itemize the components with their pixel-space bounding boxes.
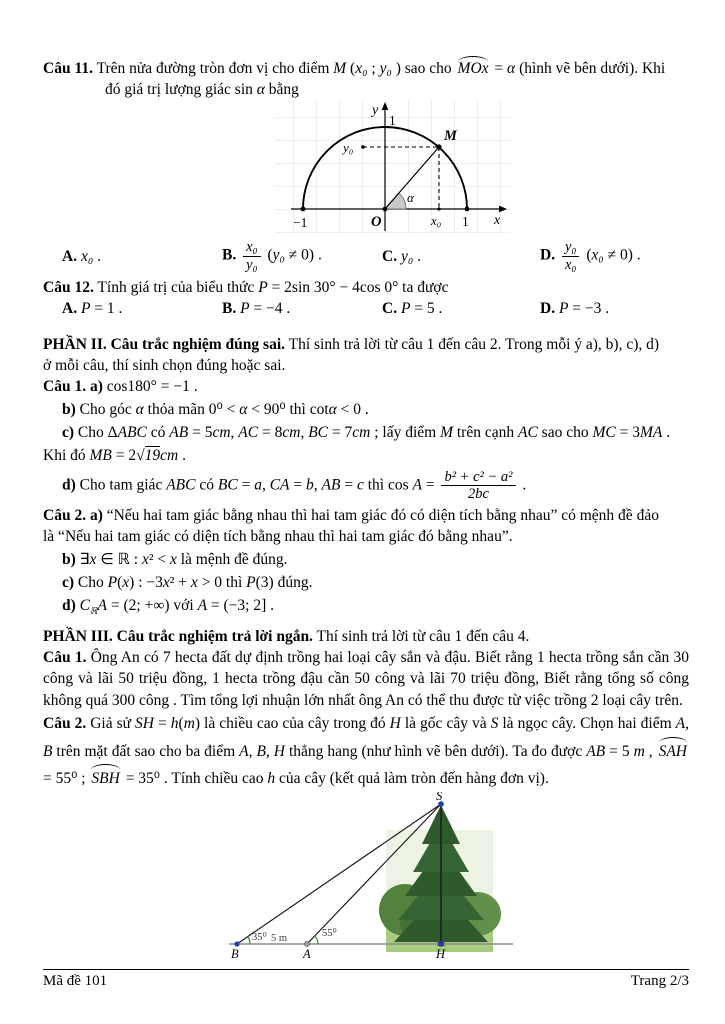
label-y-axis: y: [372, 103, 379, 118]
tick-y0: [361, 145, 365, 149]
page-footer: [43, 969, 689, 990]
p3-q1-paragraph: Câu 1. Ông An có 7 hecta đất dự định trồng hai loại cây sắn và đậu. Biết rằng 1 hecta trồng sắn cần 30 công và lãi 50 triệu đồng, 1 hecta trồng đậu cần 50 công và lãi 70 triệu đồng, Biết rằng tổng số công không quá 300 công . Tìm tổng lợi nhuận lớn nhất ông An có thể thu được từ việc trồng 2 loại cây trên.: [43, 648, 689, 709]
p2-q2-item-c: c) Cho P(x) : −3x² + x > 0 thì P(3) đúng.: [62, 574, 313, 592]
page-number: Trang 2/3: [630, 973, 689, 989]
label-h: H: [436, 946, 446, 961]
q11-option-d: D. $\frac{\text{y₀}}{\text{x₀}}$ (x₀ ≠ 0) .: [540, 239, 641, 273]
label-distance: 5 m: [271, 932, 288, 944]
angle-arc-b: [248, 936, 250, 943]
point-b: [234, 941, 239, 946]
point-a: [304, 941, 309, 946]
label-angle-b: 35⁰: [252, 931, 267, 943]
q12-option-d: D. P = −3 .: [540, 300, 610, 317]
label-a: A: [303, 946, 311, 961]
label-y0: y₀: [343, 140, 354, 155]
label-minus-one: −1: [293, 215, 308, 230]
p2-q1-item-d: d) Cho tam giác ABC có BC = a, CA = b, AB = c thì cos A = $\frac{\text{b² + c² − a²}}{2bc}$ .: [62, 469, 527, 503]
label-b: B: [231, 946, 239, 961]
label-one-y: 1: [389, 113, 396, 128]
angle-arc-a: [315, 936, 318, 944]
point-origin: [383, 207, 388, 212]
q11-answers: [43, 235, 689, 277]
label-one-x: 1: [462, 214, 469, 229]
part3-heading: PHẦN III. Câu trắc nghiệm trả lời ngắn. Thí sinh trả lời từ câu 1 đến câu 4.: [43, 627, 530, 645]
p2-q1-item-c2: Khi đó MB = 2√19cm .: [43, 447, 186, 464]
point-minus-one: [301, 207, 306, 212]
p2-q2-item-a2: là “Nếu hai tam giác có diện tích bằng nhau thì hai tam giác đó bằng nhau”.: [43, 528, 513, 546]
label-x-axis: x: [494, 213, 501, 228]
q11-line1: Câu 11. Trên nửa đường tròn đơn vị cho điểm M (x₀ ; y₀ ) sao cho MOx = α (hình vẽ bên dưới). Khi: [43, 56, 689, 79]
q11-option-a: A. x₀ .: [62, 247, 101, 265]
point-h: [438, 941, 444, 947]
q12-option-c: C. P = 5 .: [382, 300, 443, 317]
label-origin: O: [371, 214, 382, 230]
q11-option-c: C. y₀ .: [382, 247, 421, 265]
p2-q2-item-a1: Câu 2. a) “Nếu hai tam giác bằng nhau thì hai tam giác đó có diện tích bằng nhau” có mệnh đề đảo: [43, 507, 659, 525]
q12-option-a: A. P = 1 .: [62, 300, 123, 317]
point-one: [465, 207, 470, 212]
unit-circle-svg: [275, 100, 511, 235]
p2-q1-item-c: c) Cho ΔABC có AB = 5cm, AC = 8cm, BC = 7cm ; lấy điểm M trên cạnh AC sao cho MC = 3MA .: [62, 424, 671, 441]
label-angle-a: 55⁰: [322, 927, 337, 939]
tick-x0: [437, 207, 440, 210]
p2-q1-item-a: Câu 1. a) cos180° = −1 .: [43, 378, 198, 395]
exam-code: Mã đề 101: [43, 973, 108, 989]
point-m: [436, 144, 441, 149]
label-x0: x₀: [431, 213, 442, 228]
tree-figure: [225, 792, 517, 970]
label-m: M: [444, 128, 457, 144]
p2-q2-item-d: d) $C_ℝA = (2$; +∞) với A = (−3; 2] .: [62, 597, 275, 618]
q11-line2: đó giá trị lượng giác sin α bằng: [105, 81, 299, 98]
unit-circle-figure: [275, 100, 511, 235]
part2-heading-line2: ở mỗi câu, thí sinh chọn đúng hoặc sai.: [43, 357, 286, 374]
part2-heading-line1: PHẦN II. Câu trắc nghiệm đúng sai. Thí sinh trả lời từ câu 1 đến câu 2. Trong mỗi ý a), b), c), d): [43, 336, 660, 353]
label-s: S: [436, 791, 443, 803]
label-alpha: α: [407, 190, 414, 205]
exam-content: [43, 56, 689, 970]
q12-answers: [43, 298, 689, 319]
p2-q1-item-b: b) Cho góc α thỏa mãn 0⁰ < α < 90⁰ thì cotα < 0 .: [62, 401, 369, 418]
q12-option-b: B. P = −4 .: [222, 300, 291, 317]
q11-option-b: B. $\frac{\text{x₀}}{\text{y₀}}$ (y₀ ≠ 0) .: [222, 239, 322, 273]
q12-line: Câu 12. Tính giá trị của biểu thức P = 2sin 30° − 4cos 0° ta được: [43, 279, 449, 296]
tree-svg: [225, 792, 517, 970]
p3-q2-paragraph: Câu 2. Giả sử SH = h(m) là chiều cao của cây trong đó H là gốc cây và S là ngọc cây. Chọn hai điểm A, B trên mặt đất sao cho ba điểm A, B, H thẳng hang (như hình vẽ bên dưới). Ta đo được AB = 5 m , SAH = 55⁰ ; SBH = 35⁰ . Tính chiều cao h của cây (kết quả làm tròn đến hàng đơn vị).: [43, 711, 689, 791]
p2-q2-item-b: b) ∃x ∈ ℝ : x² < x là mệnh đề đúng.: [62, 551, 288, 569]
